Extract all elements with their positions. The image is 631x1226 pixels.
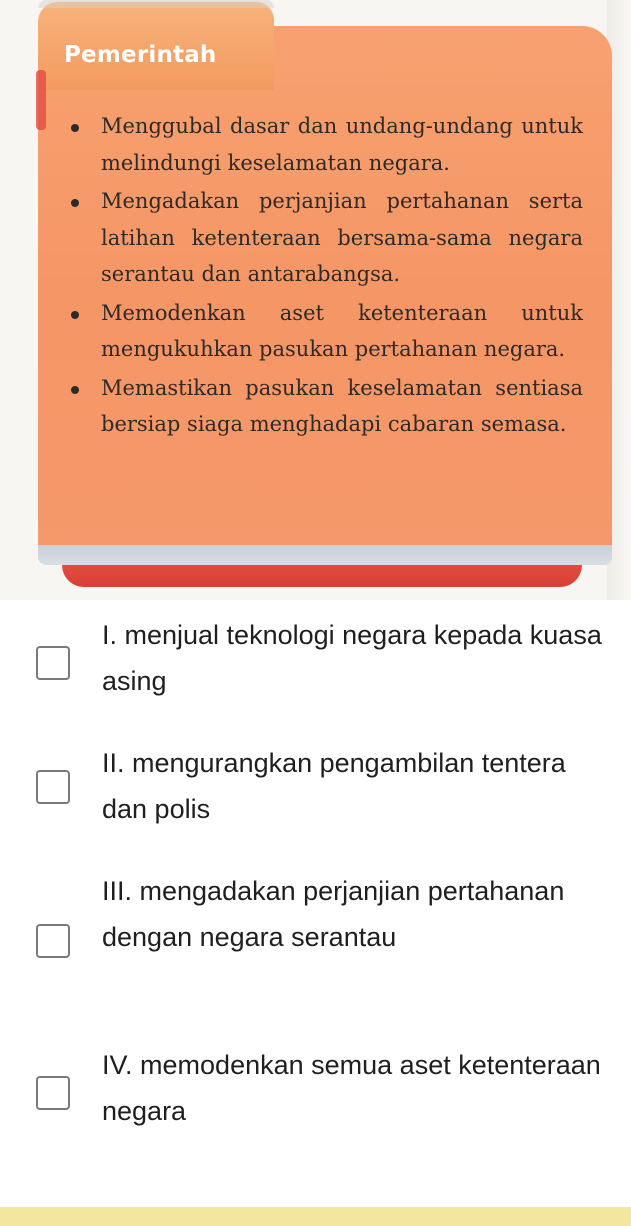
option-4-checkbox[interactable] [36,1076,70,1110]
bottom-strip [0,1207,631,1226]
bullet-item [63,370,583,443]
bullet-item [63,108,583,181]
option-2-checkbox[interactable] [36,770,70,804]
bullet-dot-icon [71,199,79,207]
option-2[interactable] [36,740,616,840]
tab-edge [38,0,274,8]
bullet-dot-icon [71,311,79,319]
bullet-dot-icon [71,386,79,394]
card-heading: Pemerintah [64,42,217,68]
option-1[interactable] [36,612,616,712]
bullet-text: Menggubal dasar dan undang-undang untuk melindungi keselamatan negara. [101,114,583,175]
bullet-text: Mengadakan perjanjian pertahanan serta latihan ketenteraan bersama-sama negara serantau dan antarabangsa. [101,189,583,286]
option-2-label[interactable]: II. mengurangkan pengambilan tentera dan polis [102,748,566,824]
bullet-text: Memastikan pasukan keselamatan sentiasa bersiap siaga menghadapi cabaran semasa. [101,375,583,436]
option-4[interactable] [36,1042,616,1142]
bullet-item [63,295,583,368]
option-1-checkbox[interactable] [36,646,70,680]
option-1-label[interactable]: I. menjual teknologi negara kepada kuasa asing [102,620,602,696]
bullet-list [63,108,583,445]
red-bottom-bar [62,565,582,587]
bullet-item [63,183,583,293]
question-image [0,0,631,600]
option-4-label[interactable]: IV. memodenkan semua aset ketenteraan negara [102,1050,601,1126]
option-3[interactable] [36,868,616,1008]
red-accent [36,70,46,130]
bullet-dot-icon [71,124,79,132]
card-bottom-bar [38,545,612,565]
option-3-checkbox[interactable] [36,924,70,958]
bullet-text: Memodenkan aset ketenteraan untuk mengukuhkan pasukan pertahanan negara. [101,300,583,361]
option-3-label[interactable]: III. mengadakan perjanjian pertahanan dengan negara serantau [102,876,565,952]
